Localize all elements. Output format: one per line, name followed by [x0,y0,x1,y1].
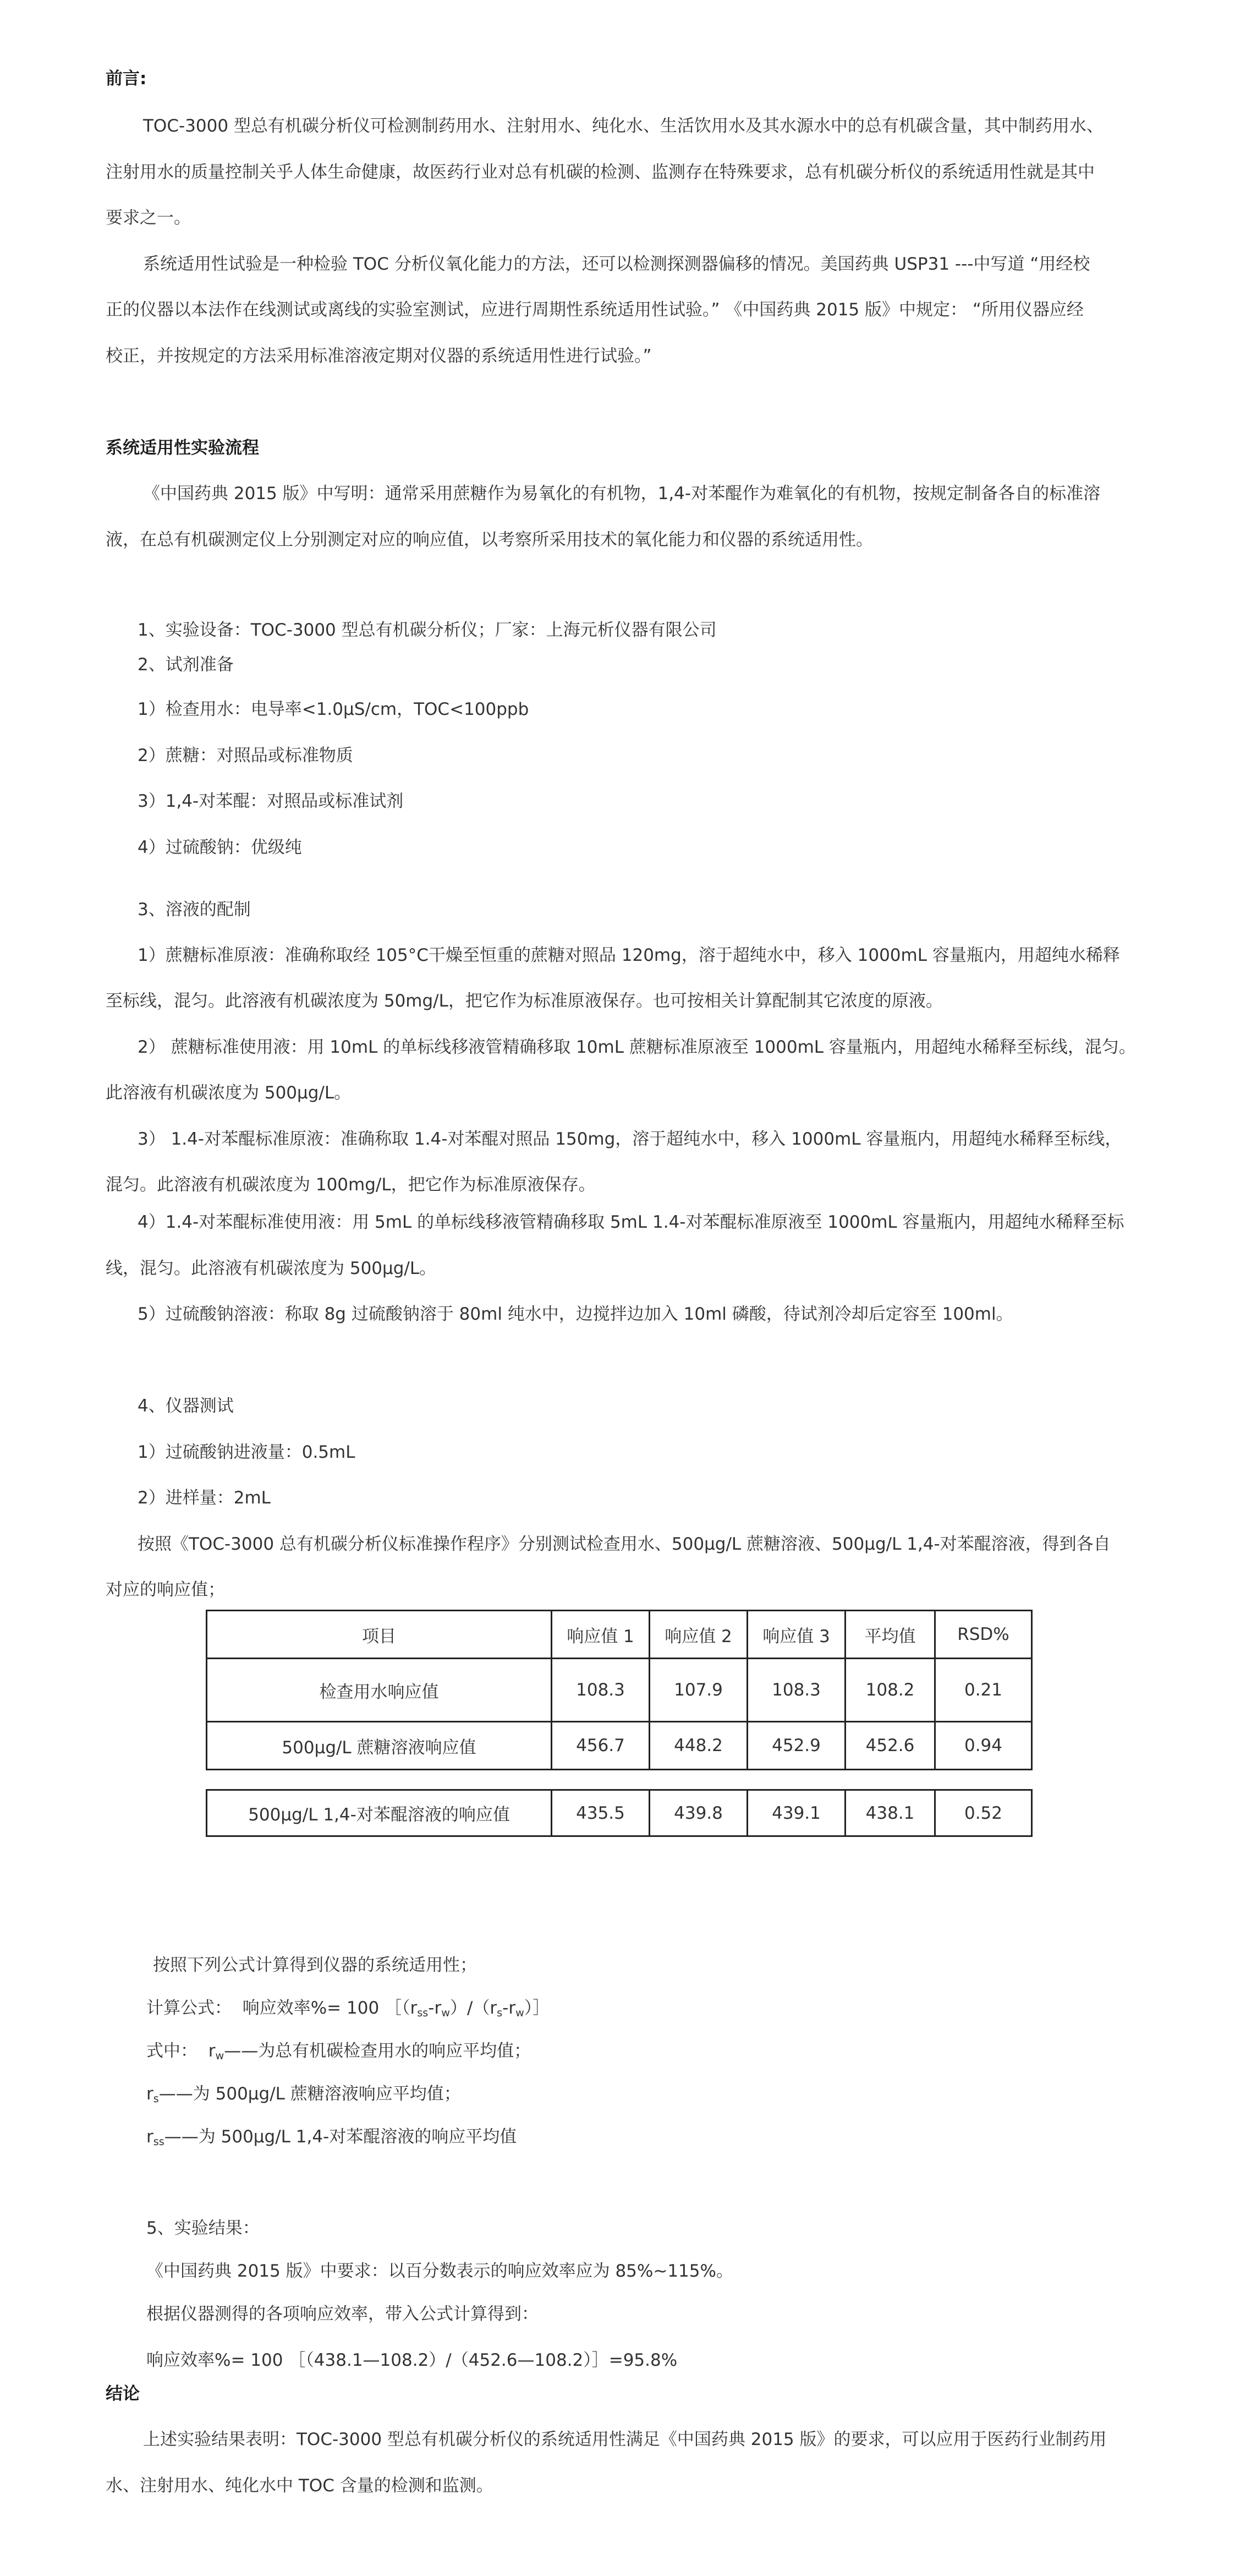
table-cell: 108.3 [552,1659,650,1722]
step-3-heading: 3、溶液的配制 [138,900,251,920]
table-cell: 435.5 [552,1790,650,1836]
table-cell: 0.94 [935,1722,1032,1770]
solution-line-8: 线，混匀。此溶液有机碳浓度为 500μg/L。 [106,1259,437,1278]
table-cell: 456.7 [552,1722,650,1770]
table-header-cell: 响应值 3 [748,1611,846,1659]
table-cell: 439.8 [650,1790,748,1836]
formula-rs [146,2086,461,2103]
table-cell: 107.9 [650,1659,748,1722]
table-cell: 438.1 [846,1790,935,1836]
result-calc: 响应效率%= 100 ［（438.1—108.2）/（452.6—108.2）］=95.8% [146,2350,678,2370]
formula-var: r [146,2084,153,2104]
formula-sub: ss [153,2135,164,2148]
solution-line-7: 4）1.4-对苯醌标准使用液：用 5mL 的单标线移液管精确移取 5mL 1.4-对苯醌标准原液至 1000mL 容量瓶内，用超纯水稀释至标 [138,1212,1124,1232]
flow-p1-line2: 液，在总有机碳测定仪上分别测定对应的响应值，以考察所采用技术的氧化能力和仪器的系统适用性。 [106,530,873,550]
solution-line-9: 5）过硫酸钠溶液：称取 8g 过硫酸钠溶于 80ml 纯水中，边搅拌边加入 10ml 磷酸，待试剂冷却后定容至 100ml。 [138,1304,1013,1324]
table-header-row [207,1611,1032,1659]
table-cell: 452.9 [748,1722,846,1770]
preface-p2-line2: 正的仪器以本法作在线测试或离线的实验室测试，应进行周期性系统适用性试验。” 《中国药典 2015 版》中规定： “所用仪器应经 [106,300,1084,320]
result-calc-intro: 根据仪器测得的各项响应效率，带入公式计算得到： [146,2304,539,2324]
formula-sub: s [497,2006,503,2019]
reagent-3: 3）1,4-对苯醌：对照品或标准试剂 [138,791,404,811]
formula-calc [146,2000,550,2017]
formula-expr: -r [502,1998,516,2018]
formula-desc: ——为 500μg/L 1,4-对苯醌溶液的响应平均值 [164,2127,517,2147]
table-header-cell: 响应值 2 [650,1611,748,1659]
table-cell: 0.21 [935,1659,1032,1722]
formula-var: r [208,2041,216,2061]
table-row [207,1722,1032,1770]
test-intro-line1: 按照《TOC-3000 总有机碳分析仪标准操作程序》分别测试检查用水、500μg/L 蔗糖溶液、500μg/L 1,4-对苯醌溶液，得到各自 [138,1534,1111,1554]
formula-desc: ——为 500μg/L 蔗糖溶液响应平均值； [158,2084,461,2104]
table-cell: 452.6 [846,1722,935,1770]
solution-line-2: 至标线，混匀。此溶液有机碳浓度为 50mg/L，把它作为标准原液保存。也可按相关计算配制其它浓度的原液。 [106,991,943,1011]
conclusion-heading: 结论 [106,2384,140,2404]
flow-heading: 系统适用性实验流程 [106,438,259,458]
preface-p1-line3: 要求之一。 [106,208,191,228]
table-cell: 108.2 [846,1659,935,1722]
formula-desc: ——为总有机碳检查用水的响应平均值； [224,2041,531,2061]
conclusion-line2: 水、注射用水、纯化水中 TOC 含量的检测和监测。 [106,2476,493,2496]
reagent-1: 1）检查用水：电导率<1.0μS/cm，TOC<100ppb [138,699,529,719]
param-2: 2）进样量：2mL [138,1488,271,1508]
flow-p1-line1: 《中国药典 2015 版》中写明：通常采用蔗糖作为易氧化的有机物，1,4-对苯醌作为难氧化的有机物，按规定制备各自的标准溶 [143,484,1101,504]
step-5-heading: 5、实验结果： [146,2218,260,2238]
solution-line-4: 此溶液有机碳浓度为 500μg/L。 [106,1083,352,1103]
table-header-cell: 平均值 [846,1611,935,1659]
table-header-cell: 项目 [207,1611,552,1659]
table-cell: 108.3 [748,1659,846,1722]
table-cell: 检查用水响应值 [207,1659,552,1722]
table-cell: 500μg/L 1,4-对苯醌溶液的响应值 [207,1790,552,1836]
formula-rw [146,2043,531,2060]
formula-rss [146,2129,517,2146]
preface-heading: 前言: [106,69,147,89]
preface-p1-line1: TOC-3000 型总有机碳分析仪可检测制药用水、注射用水、纯化水、生活饮用水及其水源水中的总有机碳含量，其中制药用水、 [143,116,1104,136]
table-cell: 448.2 [650,1722,748,1770]
formula-sub: w [215,2049,224,2062]
conclusion-line1: 上述实验结果表明：TOC-3000 型总有机碳分析仪的系统适用性满足《中国药典 2015 版》的要求，可以应用于医药行业制药用 [143,2430,1107,2449]
response-table-separate [206,1789,1033,1837]
solution-line-3: 2） 蔗糖标准使用液：用 10mL 的单标线移液管精确移取 10mL 蔗糖标准原液至 1000mL 容量瓶内，用超纯水稀释至标线，混匀。 [138,1037,1136,1057]
formula-intro: 按照下列公式计算得到仪器的系统适用性； [153,1955,477,1975]
preface-p2-line3: 校正，并按规定的方法采用标准溶液定期对仪器的系统适用性进行试验。” [106,346,652,366]
formula-expr: ）］ [524,1998,550,2018]
solution-line-1: 1）蔗糖标准原液：准确称取经 105°C干燥至恒重的蔗糖对照品 120mg，溶于超纯水中，移入 1000mL 容量瓶内，用超纯水稀释 [138,945,1120,965]
formula-where-label: 式中： [146,2041,197,2061]
solution-line-6: 混匀。此溶液有机碳浓度为 100mg/L，把它作为标准原液保存。 [106,1175,596,1195]
step-2-heading: 2、试剂准备 [138,655,234,675]
preface-p1-line2: 注射用水的质量控制关乎人体生命健康，故医药行业对总有机碳的检测、监测存在特殊要求，总有机碳分析仪的系统适用性就是其中 [106,162,1095,182]
param-1: 1）过硫酸钠进液量：0.5mL [138,1442,355,1462]
formula-sub: w [515,2006,524,2019]
response-table [206,1610,1033,1770]
formula-expr: -r [428,1998,442,2018]
table-cell: 0.52 [935,1790,1032,1836]
formula-sub: s [153,2092,159,2105]
reagent-2: 2）蔗糖：对照品或标准物质 [138,746,353,765]
solution-line-5: 3） 1.4-对苯醌标准原液：准确称取 1.4-对苯醌对照品 150mg，溶于超纯水中，移入 1000mL 容量瓶内，用超纯水稀释至标线， [138,1129,1122,1149]
formula-calc-label: 计算公式： [146,1998,232,2018]
table-row [207,1790,1032,1836]
table-cell: 439.1 [748,1790,846,1836]
formula-sub: ss [417,2006,429,2019]
step-4-heading: 4、仪器测试 [138,1396,234,1416]
step-1-equipment: 1、实验设备：TOC-3000 型总有机碳分析仪；厂家：上海元析仪器有限公司 [138,620,717,640]
formula-expr: 响应效率%= 100 ［（r [242,1998,418,2018]
preface-p2-line1: 系统适用性试验是一种检验 TOC 分析仪氧化能力的方法，还可以检测探测器偏移的情况。美国药典 USP31 ---中写道 “用经校 [143,254,1090,274]
table-cell: 500μg/L 蔗糖溶液响应值 [207,1722,552,1770]
formula-expr: ）/（r [449,1998,497,2018]
result-requirement: 《中国药典 2015 版》中要求：以百分数表示的响应效率应为 85%~115%。 [146,2261,733,2281]
reagent-4: 4）过硫酸钠：优级纯 [138,838,302,857]
table-row [207,1659,1032,1722]
table-header-cell: RSD% [935,1611,1032,1659]
test-intro-line2: 对应的响应值； [106,1580,225,1600]
formula-sub: w [441,2006,450,2019]
table-header-cell: 响应值 1 [552,1611,650,1659]
formula-var: r [146,2127,153,2147]
